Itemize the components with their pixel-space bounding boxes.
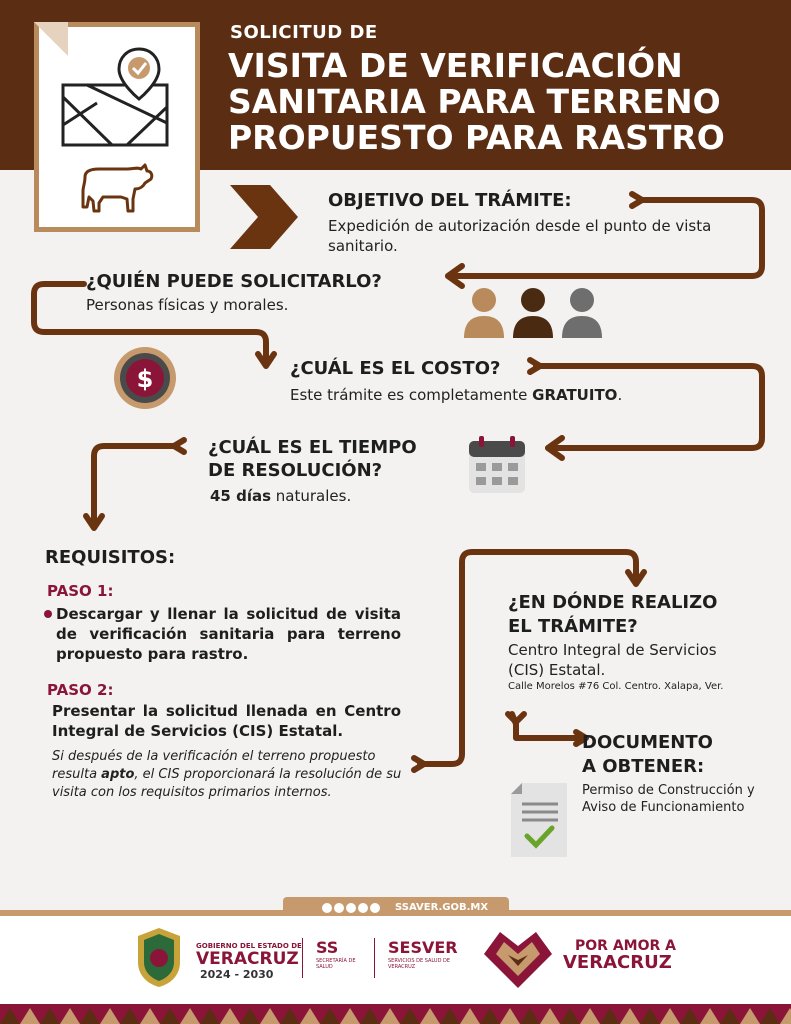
- document-check-icon: [510, 782, 568, 858]
- tiempo-bold: 45 días: [210, 487, 272, 505]
- sesver-sub: SERVICIOS DE SALUD DE VERACRUZ: [388, 958, 451, 970]
- quien-heading: ¿QUIÉN PUEDE SOLICITARLO?: [86, 271, 382, 292]
- documento-heading-2: A OBTENER:: [582, 756, 705, 777]
- donde-text: Centro Integral de Servicios (CIS) Estatal.: [508, 641, 717, 679]
- donde-heading-2: EL TRÁMITE?: [508, 616, 638, 637]
- svg-text:$: $: [136, 365, 154, 393]
- page-title: VISITA DE VERIFICACIÓN SANITARIA PARA TERRENO PROPUESTO PARA RASTRO: [228, 46, 725, 157]
- note-bold: apto: [101, 767, 135, 782]
- note-before: Si después de la verificación el terreno propuesto resulta: [52, 749, 376, 782]
- documento-text: Permiso de Construcción y Aviso de Funcionamiento: [582, 783, 755, 815]
- note-after: , el CIS proporcionará la resolución de su visita con los requisitos primarios internos.: [52, 767, 402, 800]
- dollar-coin-icon: [113, 346, 177, 410]
- objetivo-text: Expedición de autorización desde el punto de vista sanitario.: [328, 217, 712, 255]
- documento-heading-1: DOCUMENTO: [582, 732, 713, 753]
- costo-heading: ¿CUÁL ES EL COSTO?: [290, 358, 501, 379]
- social-icons[interactable]: [321, 902, 385, 914]
- heart-logo-icon: [480, 928, 556, 990]
- veracruz-seal-icon: [134, 926, 184, 988]
- divider: [302, 938, 303, 978]
- requisitos-heading: REQUISITOS:: [45, 547, 176, 568]
- costo-text-after: .: [617, 386, 623, 404]
- tiempo-rest: naturales.: [271, 487, 352, 505]
- sesver-logo: SESVER: [388, 938, 458, 957]
- amor-line2: VERACRUZ: [563, 952, 672, 973]
- bullet-dot: [44, 610, 52, 618]
- paso2-text: Presentar la solicitud llenada en Centro Integral de Servicios (CIS) Estatal.: [52, 702, 401, 740]
- tiempo-text: [210, 486, 351, 506]
- gob-line2: VERACRUZ: [196, 949, 299, 969]
- footer-pattern: [0, 1004, 791, 1024]
- pre-title: SOLICITUD DE: [230, 22, 378, 43]
- gob-line3: 2024 - 2030: [200, 968, 274, 981]
- costo-text-before: Este trámite es completamente: [290, 386, 533, 404]
- paso1-text: Descargar y llenar la solicitud de visita de verificación sanitaria para terreno propuesto para rastro.: [56, 605, 401, 663]
- footer: [0, 916, 791, 1004]
- ss-sub: SECRETARÍA DE SALUD: [316, 958, 356, 970]
- costo-text: [290, 385, 622, 405]
- gob-line1: GOBIERNO DEL ESTADO DE: [196, 942, 302, 950]
- tiempo-heading-1: ¿CUÁL ES EL TIEMPO: [208, 437, 417, 458]
- requisitos-note: [52, 748, 402, 802]
- donde-address: Calle Morelos #76 Col. Centro. Xalapa, Ver.: [508, 681, 724, 692]
- calendar-icon: [468, 436, 526, 494]
- paso1-label: PASO 1:: [47, 582, 114, 600]
- objetivo-heading: OBJETIVO DEL TRÁMITE:: [328, 190, 572, 211]
- divider: [374, 938, 375, 978]
- quien-text: Personas físicas y morales.: [86, 296, 289, 314]
- people-icon: [462, 286, 604, 338]
- ss-logo: SS: [316, 938, 339, 957]
- site-url[interactable]: SSAVER.GOB.MX: [395, 902, 489, 913]
- paso2-label: PASO 2:: [47, 681, 114, 699]
- amor-line1: POR AMOR A: [575, 938, 676, 954]
- donde-heading-1: ¿EN DÓNDE REALIZO: [508, 592, 718, 613]
- tiempo-heading-2: DE RESOLUCIÓN?: [208, 460, 383, 481]
- costo-text-bold: GRATUITO: [532, 386, 618, 404]
